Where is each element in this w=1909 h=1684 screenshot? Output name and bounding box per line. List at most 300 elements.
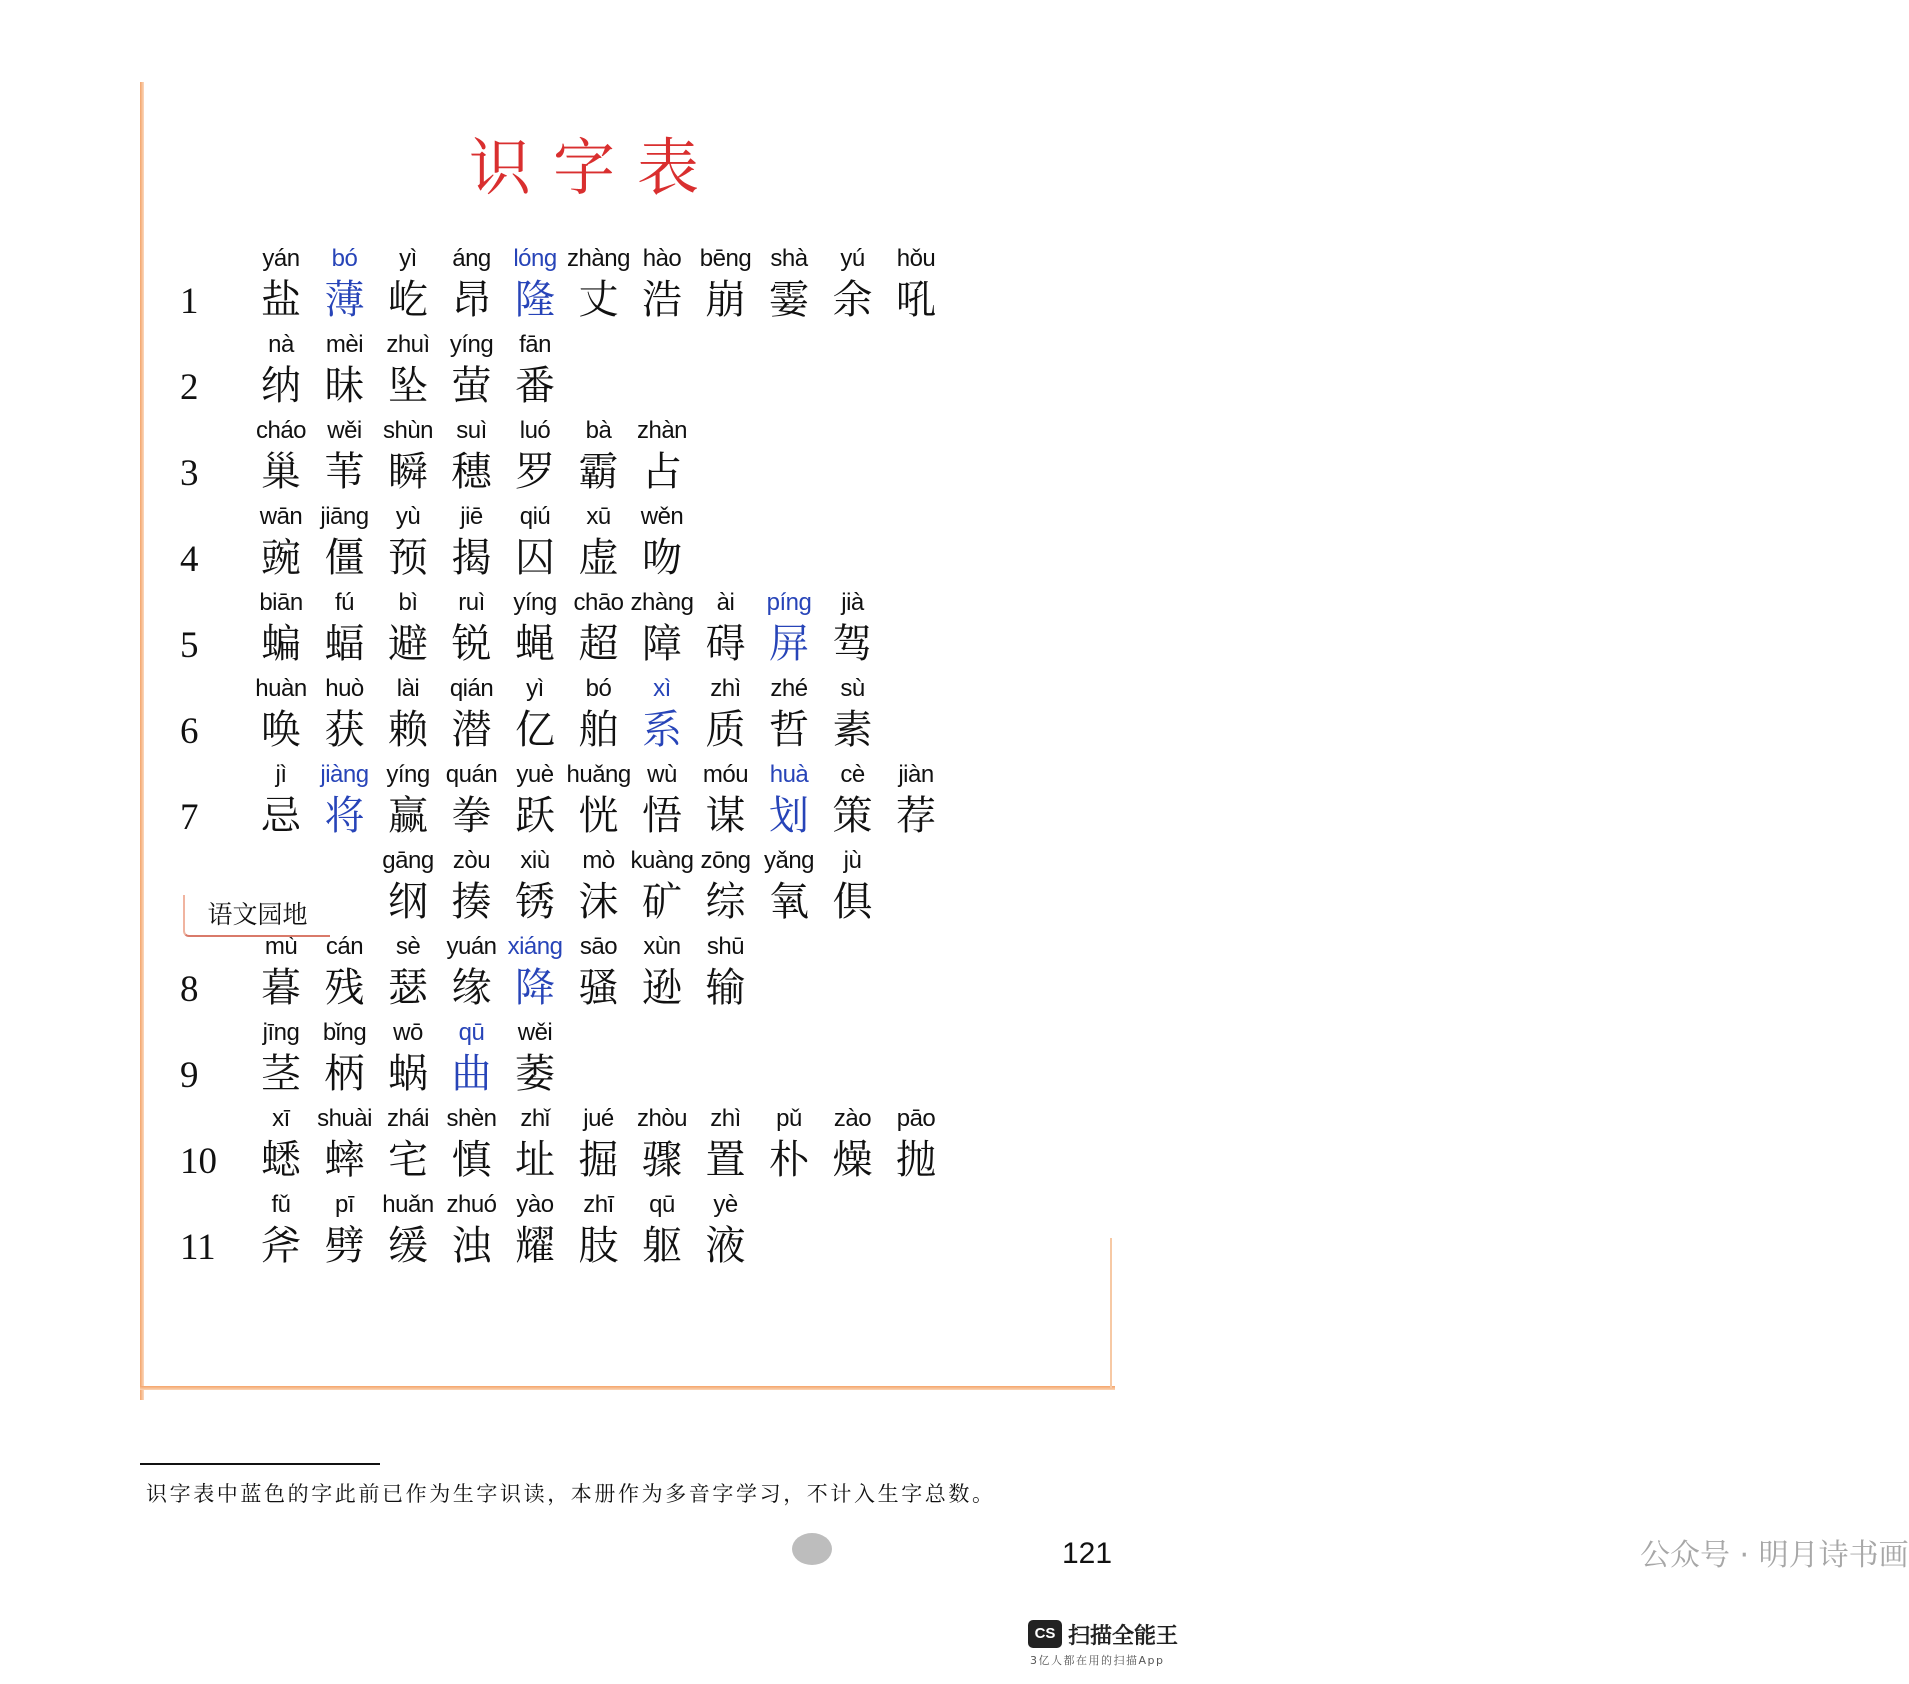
hanzi: 置 [705,1137,746,1183]
character-cell [376,760,440,842]
character-cell [313,674,377,756]
pinyin: yuè [516,761,554,788]
page-frame-left [140,82,144,1400]
hanzi: 隆 [515,277,555,323]
hanzi: 昧 [324,363,365,409]
character-cell [694,846,758,928]
character-cell [630,416,694,498]
character-cell [884,244,948,326]
character-cell [249,588,313,670]
character-cell [821,1104,885,1186]
character-cell [249,416,313,498]
hanzi: 瑟 [388,965,428,1011]
hanzi: 锐 [451,621,492,667]
pinyin: sāo [579,933,618,960]
character-cell [440,674,504,756]
hanzi: 亿 [515,707,555,753]
character-cell [313,1190,377,1272]
pinyin: wù [647,761,677,788]
hanzi: 荐 [896,793,936,839]
character-cell [249,674,313,756]
pinyin: jì [275,761,287,788]
character-cell [440,244,504,326]
pinyin: qū [458,1019,485,1046]
pinyin: píng [766,589,812,616]
row-number: 4 [180,539,199,580]
hanzi: 策 [832,793,873,839]
hanzi: 余 [832,277,873,323]
pinyin: áng [452,245,491,272]
character-cell [694,1104,758,1186]
character-cell [440,846,504,928]
character-cell [376,932,440,1014]
hanzi: 浊 [451,1223,492,1269]
character-cell [630,244,694,326]
character-cell [376,588,440,670]
hanzi: 舶 [578,707,619,753]
character-cell [249,1190,313,1272]
pinyin: chāo [573,589,624,616]
polyphone-character-cell [440,1018,504,1100]
pinyin: huǎng [566,761,631,788]
pinyin: bó [331,245,358,272]
pinyin: hǒu [896,245,936,272]
hanzi: 朴 [769,1137,809,1183]
character-cell [757,1104,821,1186]
character-cell [630,502,694,584]
pinyin: nà [268,331,294,358]
hanzi: 恍 [578,793,619,839]
character-cell [249,502,313,584]
hanzi: 躯 [642,1223,682,1269]
polyphone-character-cell [313,760,377,842]
pinyin: fǔ [271,1191,291,1218]
character-cell [503,502,567,584]
character-cell [694,244,758,326]
pinyin: zhǐ [520,1105,550,1132]
row-number: 11 [180,1227,216,1268]
pinyin: jiàng [320,761,369,788]
pinyin: mù [264,933,298,960]
hanzi: 暮 [261,965,301,1011]
hanzi: 掘 [578,1137,619,1183]
hanzi: 骤 [642,1137,682,1183]
pinyin: quán [445,761,498,788]
pinyin: gāng [382,847,434,874]
polyphone-character-cell [503,244,567,326]
hanzi: 穗 [451,449,492,495]
hanzi: 耀 [515,1223,555,1269]
character-cell [567,588,631,670]
hanzi: 斧 [261,1223,301,1269]
pinyin: yán [262,245,300,272]
pinyin: suì [456,417,487,444]
hanzi: 输 [705,965,746,1011]
character-cell [376,244,440,326]
character-cell [249,1104,313,1186]
pinyin: shuài [317,1105,372,1132]
hanzi: 纳 [261,363,301,409]
character-cell [440,760,504,842]
character-cell [440,1190,504,1272]
character-cell [567,416,631,498]
hanzi: 系 [642,707,682,753]
character-cell [503,416,567,498]
hanzi: 降 [515,965,555,1011]
character-cell [249,244,313,326]
character-cell [694,588,758,670]
hanzi: 茎 [261,1051,301,1097]
character-cell [630,588,694,670]
pinyin: kuàng [630,847,694,874]
pinyin: yè [713,1191,738,1218]
hanzi: 悟 [642,793,682,839]
pinyin: shū [706,933,745,960]
character-cell [821,674,885,756]
pinyin: huàn [255,675,307,702]
hanzi: 蟀 [324,1137,365,1183]
character-cell [376,1104,440,1186]
character-cell [313,932,377,1014]
hanzi: 质 [705,707,746,753]
character-cell [630,1104,694,1186]
hanzi: 苇 [324,449,365,495]
pinyin: xùn [643,933,681,960]
character-cell [694,674,758,756]
pinyin: zhàng [630,589,694,616]
pinyin: wěi [517,1019,553,1046]
character-cell [630,760,694,842]
pinyin: huǎn [382,1191,434,1218]
hanzi: 液 [705,1223,746,1269]
pinyin: jīng [262,1019,300,1046]
character-cell [313,588,377,670]
hanzi: 唤 [261,707,301,753]
pinyin: shùn [382,417,434,444]
pinyin: zhuì [386,331,430,358]
character-cell [503,1018,567,1100]
hanzi: 哲 [769,707,809,753]
pinyin: luó [519,417,551,444]
pinyin: cháo [255,417,307,444]
pinyin: xī [272,1105,290,1132]
hanzi: 坠 [388,363,428,409]
hanzi: 瞬 [388,449,428,495]
hanzi: 巢 [261,449,301,495]
row-number: 8 [180,969,199,1010]
page-frame-right [1110,1238,1112,1388]
character-cell [376,674,440,756]
character-cell [757,244,821,326]
row-number: 6 [180,711,199,752]
pinyin: pāo [896,1105,936,1132]
pinyin: yǎng [763,847,815,874]
hanzi: 综 [705,879,746,925]
character-cell [313,502,377,584]
pinyin: bì [398,589,418,616]
hanzi: 柄 [324,1051,365,1097]
character-cell [503,846,567,928]
row-number: 5 [180,625,199,666]
row-number: 1 [180,281,199,322]
character-cell [440,416,504,498]
wechat-icon [792,1533,832,1565]
hanzi: 逊 [642,965,682,1011]
hanzi: 骚 [578,965,619,1011]
camscanner-logo-icon: CS [1028,1620,1062,1648]
character-cell [313,416,377,498]
character-cell [503,330,567,412]
hanzi: 驾 [832,621,873,667]
hanzi: 揍 [451,879,492,925]
hanzi: 昂 [451,277,492,323]
pinyin: qū [649,1191,675,1218]
pinyin: yú [840,245,865,272]
character-cell [249,1018,313,1100]
pinyin: fú [334,589,354,616]
character-cell [376,416,440,498]
pinyin: yíng [513,589,557,616]
hanzi: 缓 [388,1223,428,1269]
pinyin: huà [769,761,809,788]
hanzi: 拳 [451,793,492,839]
footnote: 识字表中蓝色的字此前已作为生字识读，本册作为多音字学习，不计入生字总数。 [146,1482,996,1506]
pinyin: cè [840,761,865,788]
pinyin: pī [334,1191,354,1218]
pinyin: qiú [519,503,551,530]
character-cell [567,932,631,1014]
character-cell [884,760,948,842]
character-cell [376,1190,440,1272]
pinyin: yù [395,503,421,530]
hanzi: 忌 [261,793,301,839]
character-cell [757,674,821,756]
pinyin: bó [585,675,612,702]
polyphone-character-cell [503,932,567,1014]
character-cell [821,760,885,842]
pinyin: jiē [460,503,483,530]
polyphone-character-cell [313,244,377,326]
character-cell [567,760,631,842]
hanzi: 缘 [451,965,492,1011]
pinyin: zòu [452,847,491,874]
character-cell [249,760,313,842]
polyphone-character-cell [757,760,821,842]
watermark-text: 公众号 · 明月诗书画 [1640,1538,1909,1573]
pinyin: lóng [513,245,557,272]
pinyin: biān [259,589,303,616]
hanzi: 赢 [388,793,428,839]
pinyin: zhuó [446,1191,497,1218]
character-cell [503,588,567,670]
pinyin: lài [396,675,420,702]
pinyin: ruì [458,589,485,616]
character-cell [440,932,504,1014]
character-cell [567,674,631,756]
pinyin: zhī [583,1191,614,1218]
pinyin: fān [519,331,551,358]
pinyin: zhái [386,1105,430,1132]
character-cell [694,1190,758,1272]
hanzi: 肢 [578,1223,619,1269]
pinyin: yì [399,245,417,272]
garden-label: 语文园地 [183,895,330,937]
pinyin: jué [583,1105,614,1132]
row-number: 10 [180,1141,217,1182]
character-cell [249,330,313,412]
pinyin: yào [516,1191,554,1218]
polyphone-character-cell [630,674,694,756]
pinyin: xì [653,675,671,702]
character-cell [503,1104,567,1186]
hanzi: 丈 [578,277,619,323]
hanzi: 蟋 [261,1137,301,1183]
hanzi: 虚 [578,535,619,581]
hanzi: 霎 [769,277,809,323]
pinyin: zōng [700,847,751,874]
pinyin: yì [526,675,544,702]
row-number: 9 [180,1055,199,1096]
pinyin: bǐng [322,1019,367,1046]
hanzi: 萎 [515,1051,555,1097]
pinyin: bēng [699,245,752,272]
pinyin: shà [770,245,808,272]
character-cell [567,846,631,928]
hanzi: 避 [388,621,428,667]
pinyin: ài [716,589,735,616]
hanzi: 慎 [451,1137,492,1183]
hanzi: 豌 [261,535,301,581]
character-cell [821,846,885,928]
camscanner-name: 扫描全能王 [1068,1624,1179,1649]
hanzi: 址 [515,1137,555,1183]
hanzi: 素 [832,707,873,753]
hanzi: 蝙 [261,621,301,667]
pinyin: zhì [710,1105,741,1132]
hanzi: 揭 [451,535,492,581]
hanzi: 氧 [769,879,809,925]
page-title: 识字表 [468,131,721,204]
hanzi: 划 [769,793,809,839]
pinyin: qián [449,675,494,702]
character-cell [821,588,885,670]
row-number: 3 [180,453,199,494]
hanzi: 障 [642,621,682,667]
hanzi: 矿 [642,879,682,925]
page-number: 121 [1062,1537,1113,1570]
pinyin: xū [586,503,611,530]
pinyin: jù [843,847,862,874]
hanzi: 将 [324,793,365,839]
row-number: 7 [180,797,199,838]
character-cell [440,588,504,670]
pinyin: zhòu [636,1105,688,1132]
hanzi: 碍 [705,621,746,667]
hanzi: 占 [642,449,682,495]
pinyin: zhì [710,675,741,702]
camscanner-tagline: 3亿人都在用的扫描App [1030,1654,1165,1667]
hanzi: 屹 [388,277,428,323]
pinyin: xiù [520,847,550,874]
hanzi: 俱 [832,879,873,925]
character-cell [821,244,885,326]
hanzi: 蜗 [388,1051,428,1097]
hanzi: 蝇 [515,621,555,667]
hanzi: 获 [324,707,365,753]
character-cell [884,1104,948,1186]
hanzi: 僵 [324,535,365,581]
hanzi: 燥 [832,1137,873,1183]
character-cell [694,932,758,1014]
hanzi: 超 [578,621,619,667]
character-cell [694,760,758,842]
character-cell [249,932,313,1014]
hanzi: 潜 [451,707,492,753]
character-cell [376,846,440,928]
character-cell [503,760,567,842]
hanzi: 跃 [515,793,555,839]
pinyin: zhàng [567,245,630,272]
character-cell [567,1104,631,1186]
character-cell [376,502,440,584]
character-cell [567,244,631,326]
pinyin: huò [325,675,364,702]
hanzi: 崩 [705,277,746,323]
hanzi: 霸 [578,449,619,495]
hanzi: 浩 [642,277,682,323]
hanzi: 盐 [261,277,301,323]
hanzi: 残 [324,965,365,1011]
pinyin: zào [833,1105,872,1132]
hanzi: 抛 [896,1137,936,1183]
pinyin: mèi [325,331,364,358]
row-number: 2 [180,367,199,408]
pinyin: zhàn [636,417,688,444]
pinyin: wěn [640,503,684,530]
character-cell [567,1190,631,1272]
character-cell [630,932,694,1014]
page-frame-bottom [140,1386,1115,1390]
hanzi: 纲 [388,879,428,925]
character-cell [440,330,504,412]
pinyin: xiáng [507,933,563,960]
hanzi: 赖 [388,707,428,753]
hanzi: 沫 [578,879,619,925]
hanzi: 劈 [324,1223,365,1269]
hanzi: 谋 [705,793,746,839]
character-cell [313,330,377,412]
pinyin: shèn [446,1105,497,1132]
character-cell [630,846,694,928]
pinyin: jiàn [898,761,934,788]
hanzi: 锈 [515,879,555,925]
pinyin: yuán [446,933,497,960]
pinyin: sù [840,675,865,702]
pinyin: wān [259,503,303,530]
pinyin: sè [395,933,421,960]
polyphone-character-cell [757,588,821,670]
pinyin: wō [393,1019,423,1046]
hanzi: 囚 [515,535,555,581]
pinyin: zhé [770,675,808,702]
pinyin: wěi [327,417,362,444]
pinyin: yíng [449,331,494,358]
hanzi: 薄 [324,277,365,323]
character-cell [440,502,504,584]
hanzi: 吼 [896,277,936,323]
pinyin: jiāng [320,503,369,530]
character-cell [630,1190,694,1272]
